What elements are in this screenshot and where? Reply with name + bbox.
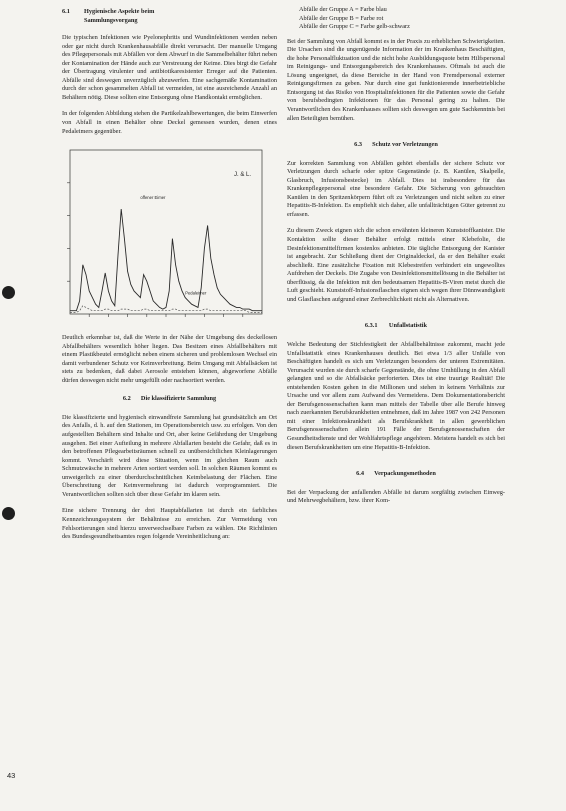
punch-hole-top bbox=[2, 286, 15, 299]
series-line-1 bbox=[70, 209, 262, 311]
paragraph: Bei der Sammlung von Abfall kommt es in der Praxis zu erheblichen Schwierigkeiten. Die Ursachen sind die ungenügende Information der im Krankenhaus Beschäftigten, die hohe Personalfluktuation und die nicht hohe Ausbildungsquote beim Hilfspersonal im Reinigungs- und Entsorgungsbereich des Krankenhauses. Oftmals ist auch die Lösung ungeeignet, da diese Bereiche in der Hand von Fremdpersonal externer Reinigungsfirmen zu geben. Nur durch eine gut funktionierende innerbetriebliche Entsorgung ist das Risiko von Hospitalinfektionen für die Patienten sowie die Gefahr von berufsbedingten Infektionen für das Personal gering zu halten. Die Verantwortlichen des Krankenhauses sollten sich deswegen um gute Sachkenntnis bei allen Beteiligten bemühen. bbox=[287, 37, 505, 122]
section-title: Die klassifizierte Sammlung bbox=[140, 395, 217, 403]
section-number: 6.1 bbox=[62, 8, 70, 15]
series-label: offener Eimer bbox=[140, 195, 166, 201]
section-6-3-heading bbox=[287, 141, 505, 150]
right-column bbox=[287, 0, 505, 506]
section-6-3-1-heading bbox=[287, 322, 505, 331]
section-number: 6.4 bbox=[356, 470, 365, 478]
section-number: 6.3.1 bbox=[364, 322, 378, 330]
paragraph: Deutlich erkennbar ist, daß die Werte in der Nähe der Umgebung des deckellosen Abfallbehälters wesentlich höher liegen. Das Besitzen eines Abfallbehälters mit einem Plastikbeutel ermöglicht neben einem sicheren und problemlosen Wechsel ein damit verbundener Schutz vor Keimverbreitung. Beim Umgang mit Abfallsäcken ist stets zu bedenken, daß dabei Aerosole entstehen können, abgeworfene Abfälle dürfen deswegen nicht mehr umgefüllt oder nachsortiert werden. bbox=[62, 334, 277, 384]
list-item: Abfälle der Gruppe C = Farbe gelb-schwarz bbox=[299, 23, 410, 31]
paragraph: Welche Bedeutung der Stichfestigkeit der Abfallbehältnisse zukommt, macht jede Unfallstatistik eines Krankenhauses deutlich. Bei etwa 1/3 aller Unfälle von Beschäftigten handelt es sich um Verletzungen besonders der unteren Extremitäten. Verursacht wurden sie durch scharfe Gegenstände, die ohne Umhüllung in den Abfall gelangten und so die Abfallsäcke perforierten. Dies ist eine traurige Realität! Die entstehenden Kosten gehen in die Millionen und stehen in keinem Verhältnis zur Ursache und vor allem zum Aufwand des Vermeidens. Dem Dokumentationsbericht der Berufsgenossenschaften kann man mittels der Tabelle über alle Berufe hinweg nach zuerkannten Berufskrankheiten entnehmen, daß im Jahre 1987 von 242 Personen mit einer Infektionskrankheit als Berufskrankheit in allen gewerblichen Berufsgenossenschaften allein 191 Fälle der Berufsgenossenschaften der Gesundheitsdienste und der Wohlfahrtspflege angehören. Meistens handelt es sich bei diesen Berufskrankheiten um eine Hepatitis-B-Infektion. bbox=[287, 340, 505, 451]
paragraph: Die typischen Infektionen wie Pyelonephritis und Wundinfektionen werden neben oder gar nicht durch Krankenhausabfälle direkt verursacht. Der manuelle Umgang des Pflegepersonals mit Abfällen vor dem Abwurf in die Sammelbehälter führt neben der Kontamination der Hände auch zur Verstreuung der Keime. Dies birgt die Gefahr der Übertragung virulenter und antibiotikaresistenter Erreger auf die Patienten. Abfälle sind deswegen unverzüglich abzuwerfen. Eine sachgemäße Kontamination durch der schon gesammelten Abfall ist vermeiden, ist eine ausreichende Anzahl an Behältern nötig. Diese sollten eine Entsorgung ohne Handkontakt ermöglichen. bbox=[62, 34, 277, 101]
section-title: Verpackungsmethoden bbox=[374, 470, 436, 478]
section-number: 6.2 bbox=[122, 395, 131, 403]
chart-svg bbox=[54, 136, 275, 326]
punch-hole-bottom bbox=[2, 507, 15, 520]
section-6-4-heading bbox=[287, 470, 505, 479]
section-title: Hygienische Aspekte beim bbox=[84, 8, 155, 15]
paragraph: Die klassifizierte und hygienisch einwandfreie Sammlung hat grundsätzlich am Ort des Anfalls, d. h. auf den Stationen, im Operationsbereich usw. zu erfolgen. Von den aufgestellten Behältern sind Inhalte und Ort, aber keine Gefährdung der Umgebung ausgehen. Bei einer Aufteilung in mehrere Abfallarten besteht die Gefahr, daß es in den betroffenen Pflegearbeitsräumen schnell zu unübersichtlichen Kleinlagerungen kommt. Verschärft wird diese Situation, wenn im gleichen Raum auch Schmutzwäsche in mehrere Arten sortiert werden soll. In solchen Räumen kommt es unweigerlich zu einer überdurchschnittlichen Keimbelastung der Flächen. Eine Überschreitung der Keimvermehrung ist dadurch vorprogrammiert. Die Verantwortlichen sollten sich über diese Gefahr im klaren sein. bbox=[62, 413, 277, 498]
section-6-2-heading bbox=[62, 395, 277, 404]
left-column bbox=[62, 0, 277, 542]
list-item: Abfälle der Gruppe A = Farbe blau bbox=[299, 6, 387, 13]
section-6-1-heading bbox=[62, 8, 277, 25]
paragraph: In der folgenden Abbildung stehen die Partikelzahlbewertungen, die beim Einwerfen von Abfall in einen Behälter ohne Deckel gemessen wurden, denen eines Pedaleimers gegenüber. bbox=[62, 110, 277, 135]
section-title: Unfallstatistik bbox=[388, 322, 428, 330]
paragraph: Eine sichere Trennung der drei Hauptabfallarten ist durch ein farbliches Kennzeichnungssystem der Behältnisse zu erreichen. Zur Vermeidung von Fehlsortierungen sind hierzu unverwechselbare Farben zu wählen. Die Richtlinien des Bundesgesundheitsamtes regen folgende Vereinheitlichung an: bbox=[62, 507, 277, 541]
series-label: Pedaleimer bbox=[185, 290, 207, 296]
page-number: 43 bbox=[7, 771, 16, 780]
section-title: Sammlungsvorgang bbox=[84, 16, 138, 24]
list-item: Abfälle der Gruppe B = Farbe rot bbox=[299, 14, 384, 22]
particle-chart bbox=[54, 136, 275, 326]
series-label: J. & L. bbox=[234, 172, 252, 179]
paragraph: Zu diesem Zweck eignen sich die schon erwähnten kleineren Kunststoffkanister. Die Kontaktion sollte dieser Behälter erfolgt mittels einer Klebefolie, die Desinfektionsmittelfirmen kostenlos anbieten. Die tägliche Entsorgung der Kanister ist angebracht. Zur Schließung dient der Originaldeckel, da er den Behälter exakt abschließt. Eine zusätzliche Fixation mit Klebestreifen verhindert ein ungewolltes Aufdrehen der Deckels. Die Zugabe von Desinfektionsmittellösung in die Behälter ist überflüssig, da die Infektion mit den bedeutsamen Hepatitis-B-Viren meist durch die Luft geschieht. Kunststoff-Infusionsflaschen eignen sich wegen ihrer Dünnwandigkeit und Glasflaschen aufgrund einer Zerbrechlichkeit nicht als Alternativen. bbox=[287, 227, 505, 303]
section-title: Schutz vor Verletzungen bbox=[372, 141, 438, 149]
color-code-list bbox=[287, 6, 505, 32]
paragraph: Zur korrekten Sammlung von Abfällen gehört ebenfalls der sichere Schutz vor Verletzungen durch scharfe oder spitze Gegenstände (z. B. Kanülen, Skalpelle, Glasbruch, Infusionsbestecke) im Abfall. Dies ist insbesondere für das Krankenpflegepersonal eine besondere Gefahr. Die Sicherung von gebrauchten Kanülen in den Spritzenkörpern führt oft zu Verletzungen und nicht selten zu einer Hepatitis-B-Infektion. Es empfiehlt sich daher, alle unfallträchtigen Güter getrennt zu erfassen. bbox=[287, 159, 505, 218]
paragraph: Bei der Verpackung der anfallenden Abfälle ist darum sorgfältig zwischen Einweg- und Mehrwegbehältern, bzw. ihrer Kom- bbox=[287, 488, 505, 505]
section-number: 6.3 bbox=[354, 141, 363, 149]
